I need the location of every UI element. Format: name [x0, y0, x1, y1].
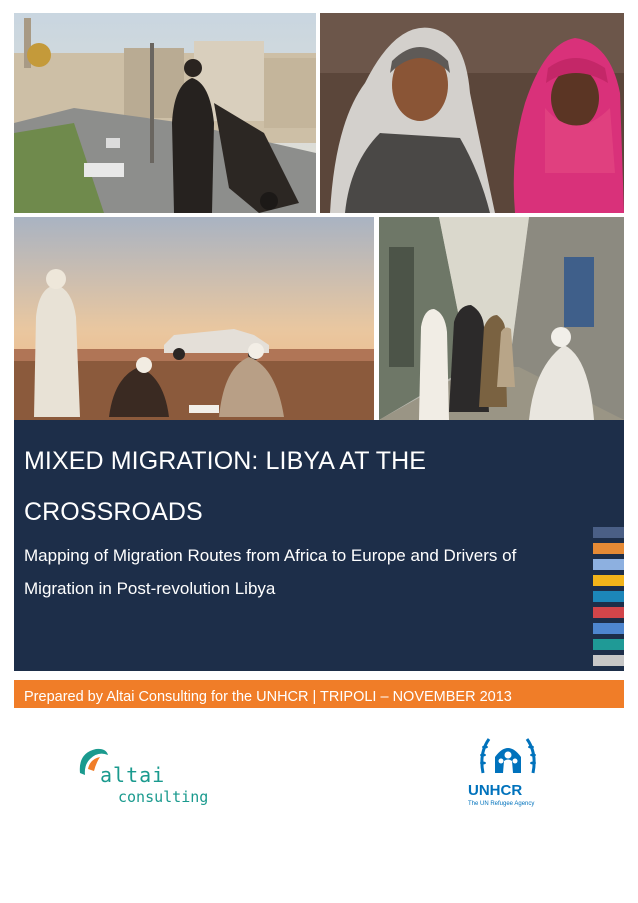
altai-subtitle: consulting — [118, 788, 209, 806]
women-portrait-photo — [320, 13, 624, 213]
unhcr-wordmark: UNHCR — [468, 782, 523, 799]
unhcr-tagline: The UN Refugee Agency — [468, 801, 535, 807]
color-stripe — [593, 559, 624, 570]
prepared-by-band — [14, 680, 624, 708]
color-stripe-bar — [593, 527, 624, 671]
color-stripe — [593, 655, 624, 666]
document-subtitle-line-1: Mapping of Migration Routes from Africa to Europe and Drivers of — [24, 546, 517, 565]
street-scene-photo — [14, 13, 316, 213]
color-stripe — [593, 543, 624, 554]
color-stripe — [593, 527, 624, 538]
altai-wordmark: altai — [100, 763, 166, 787]
color-stripe — [593, 575, 624, 586]
color-stripe — [593, 607, 624, 618]
title-band — [14, 420, 624, 671]
document-title-line-1: MIXED MIGRATION: LIBYA AT THE — [24, 447, 427, 475]
unhcr-emblem-icon — [477, 733, 539, 779]
color-stripe — [593, 623, 624, 634]
color-stripe — [593, 591, 624, 602]
prepared-by-text: Prepared by Altai Consulting for the UNHCR | TRIPOLI – NOVEMBER 2013 — [24, 689, 512, 705]
color-stripe — [593, 639, 624, 650]
desert-sunset-photo — [14, 217, 374, 420]
old-town-alley-photo — [379, 217, 624, 420]
document-subtitle-line-2: Migration in Post-revolution Libya — [24, 579, 276, 598]
unhcr-logo — [463, 733, 553, 813]
altai-consulting-logo — [76, 745, 236, 815]
document-title-line-2: CROSSROADS — [24, 498, 203, 526]
